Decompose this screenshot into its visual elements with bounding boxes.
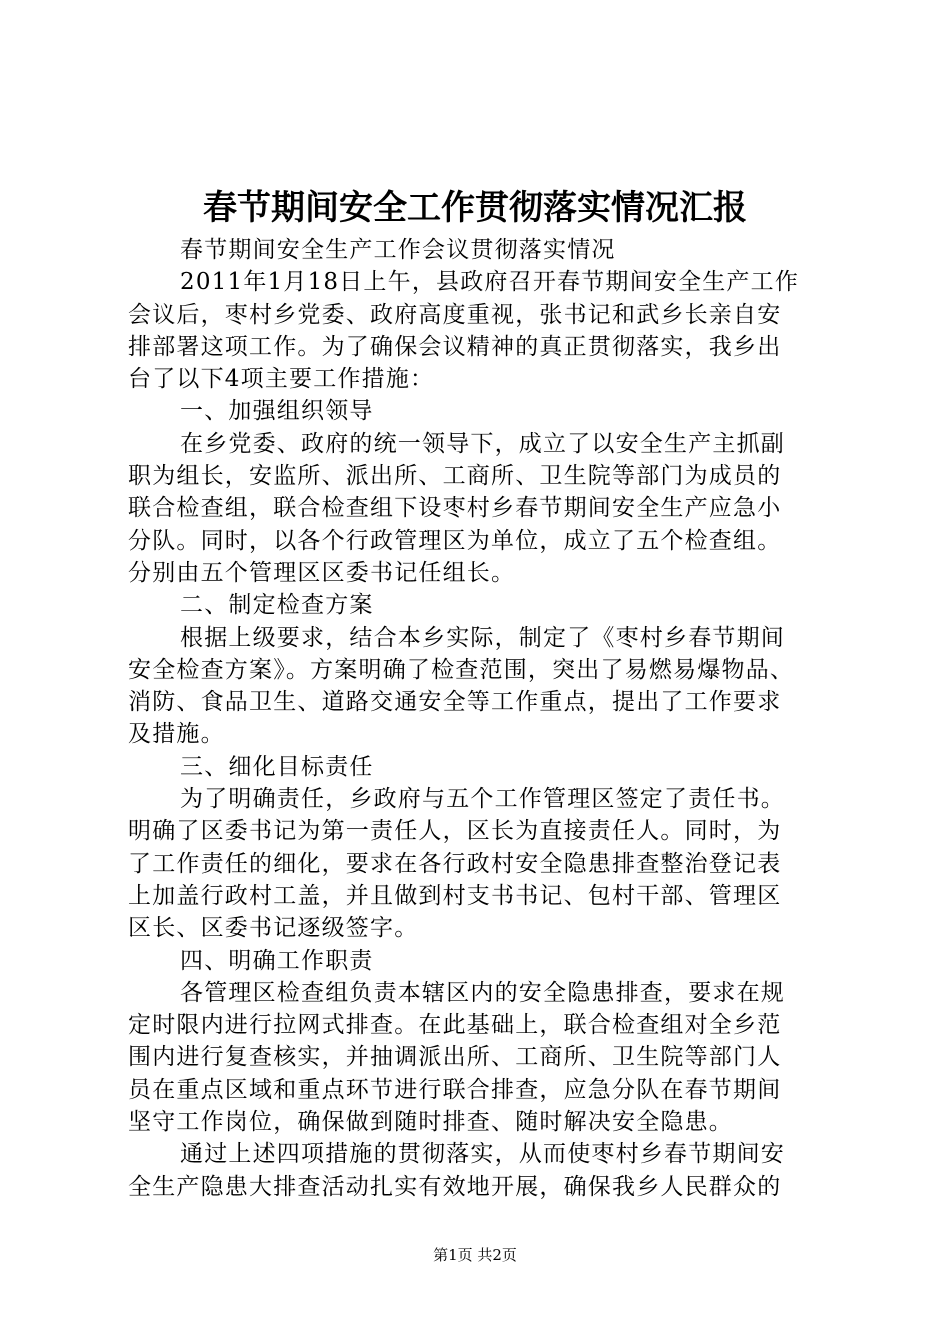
text-line: 消防、食品卫生、道路交通安全等工作重点，提出了工作要求 bbox=[128, 689, 782, 716]
text-line: 明确了区委书记为第一责任人，区长为直接责任人。同时，为 bbox=[128, 818, 782, 845]
text-line: 二、制定检查方案 bbox=[180, 592, 374, 619]
text-line: 围内进行复查核实，并抽调派出所、工商所、卫生院等部门人 bbox=[128, 1044, 782, 1071]
text-line: 春节期间安全生产工作会议贯彻落实情况 bbox=[180, 237, 616, 263]
text-line: 安全检查方案》。方案明确了检查范围，突出了易燃易爆物品、 bbox=[128, 656, 795, 683]
text-line: 区长、区委书记逐级签字。 bbox=[128, 915, 419, 942]
text-line: 定时限内进行拉网式排查。在此基础上，联合检查组对全乡范 bbox=[128, 1012, 782, 1039]
text-line: 台了以下4项主要工作措施： bbox=[128, 366, 435, 393]
text-line: 通过上述四项措施的贯彻落实，从而使枣村乡春节期间安 bbox=[180, 1141, 785, 1168]
text-line: 根据上级要求，结合本乡实际，制定了《枣村乡春节期间 bbox=[180, 624, 785, 651]
text-line: 联合检查组，联合检查组下设枣村乡春节期间安全生产应急小 bbox=[128, 495, 782, 522]
text-line: 2011年1月18日上午，县政府召开春节期间安全生产工作 bbox=[180, 269, 800, 296]
text-line: 上加盖行政村工盖，并且做到村支书书记、包村干部、管理区 bbox=[128, 882, 782, 909]
text-line: 在乡党委、政府的统一领导下，成立了以安全生产主抓副 bbox=[180, 430, 785, 457]
text-line: 三、细化目标责任 bbox=[180, 753, 374, 780]
text-line: 及措施。 bbox=[128, 721, 225, 748]
text-line: 员在重点区域和重点环节进行联合排查，应急分队在春节期间 bbox=[128, 1076, 782, 1103]
text-line: 分别由五个管理区区委书记任组长。 bbox=[128, 559, 516, 586]
text-line: 分队。同时，以各个行政管理区为单位，成立了五个检查组。 bbox=[128, 527, 782, 554]
text-line: 四、明确工作职责 bbox=[180, 947, 374, 974]
text-line: 各管理区检查组负责本辖区内的安全隐患排查，要求在规 bbox=[180, 979, 785, 1006]
text-line: 全生产隐患大排查活动扎实有效地开展，确保我乡人民群众的 bbox=[128, 1173, 782, 1200]
document-title: 春节期间安全工作贯彻落实情况汇报 bbox=[203, 188, 747, 228]
text-line: 职为组长，安监所、派出所、工商所、卫生院等部门为成员的 bbox=[128, 463, 782, 490]
text-line: 排部署这项工作。为了确保会议精神的真正贯彻落实，我乡出 bbox=[128, 333, 782, 360]
text-line: 为了明确责任，乡政府与五个工作管理区签定了责任书。 bbox=[180, 786, 785, 813]
document-body bbox=[128, 234, 828, 1203]
text-line: 一、加强组织领导 bbox=[180, 398, 374, 425]
text-line: 会议后，枣村乡党委、政府高度重视，张书记和武乡长亲自安 bbox=[128, 301, 782, 328]
text-line: 了工作责任的细化，要求在各行政村安全隐患排查整治登记表 bbox=[128, 850, 782, 877]
text-line: 坚守工作岗位，确保做到随时排查、随时解决安全隐患。 bbox=[128, 1109, 733, 1136]
page-footer: 第1页 共2页 bbox=[433, 1246, 517, 1264]
